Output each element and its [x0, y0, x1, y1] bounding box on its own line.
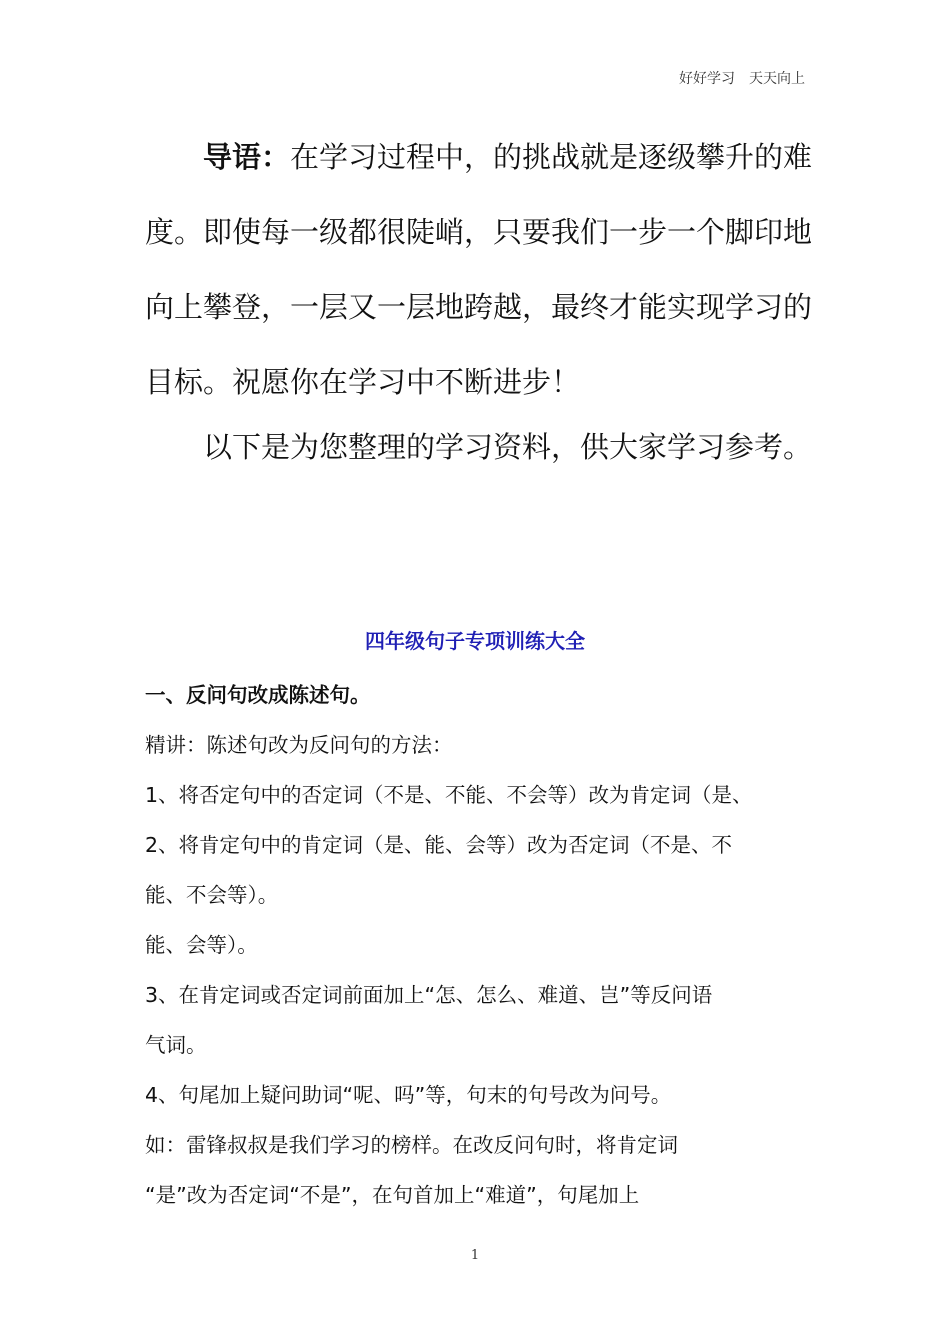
body-line: “是”改为否定词“不是”，在句首加上“难道”，句尾加上	[145, 1183, 640, 1207]
intro-closing: 以下是为您整理的学习资料，供大家学习参考。	[203, 430, 813, 464]
document-body	[145, 670, 825, 1220]
body-line: 气词。	[145, 1033, 207, 1057]
intro-paragraph	[145, 120, 815, 420]
document-title: 四年级句子专项训练大全	[365, 629, 585, 653]
intro-label: 导语：	[203, 140, 291, 174]
body-line: 精讲：陈述句改为反问句的方法：	[145, 733, 453, 757]
body-line: 能、会等）。	[145, 933, 258, 957]
body-line: 1、将否定句中的否定词（不是、不能、不会等）改为肯定词（是、	[145, 783, 753, 807]
page-number: 1	[470, 1248, 480, 1263]
body-line: 如：雷锋叔叔是我们学习的榜样。在改反问句时，将肯定词	[145, 1133, 678, 1157]
body-line: 2、将肯定句中的肯定词（是、能、会等）改为否定词（不是、不	[145, 833, 733, 857]
section-heading: 一、反问句改成陈述句。	[145, 683, 371, 707]
intro-section	[145, 120, 815, 485]
intro-text: 在学习过程中，的挑战就是逐级攀升的难度。即使每一级都很陡峭，只要我们一步一个脚印地向上攀登，一层又一层地跨越，最终才能实现学习的目标。祝愿你在学习中不断进步！	[145, 140, 813, 399]
body-line: 3、在肯定词或否定词前面加上“怎、怎么、难道、岂”等反问语	[145, 983, 713, 1007]
page-header: 好好学习 天天向上	[679, 71, 805, 87]
body-line: 4、句尾加上疑问助词“呢、吗”等，句末的句号改为问号。	[145, 1083, 672, 1107]
body-line: 能、不会等）。	[145, 883, 279, 907]
